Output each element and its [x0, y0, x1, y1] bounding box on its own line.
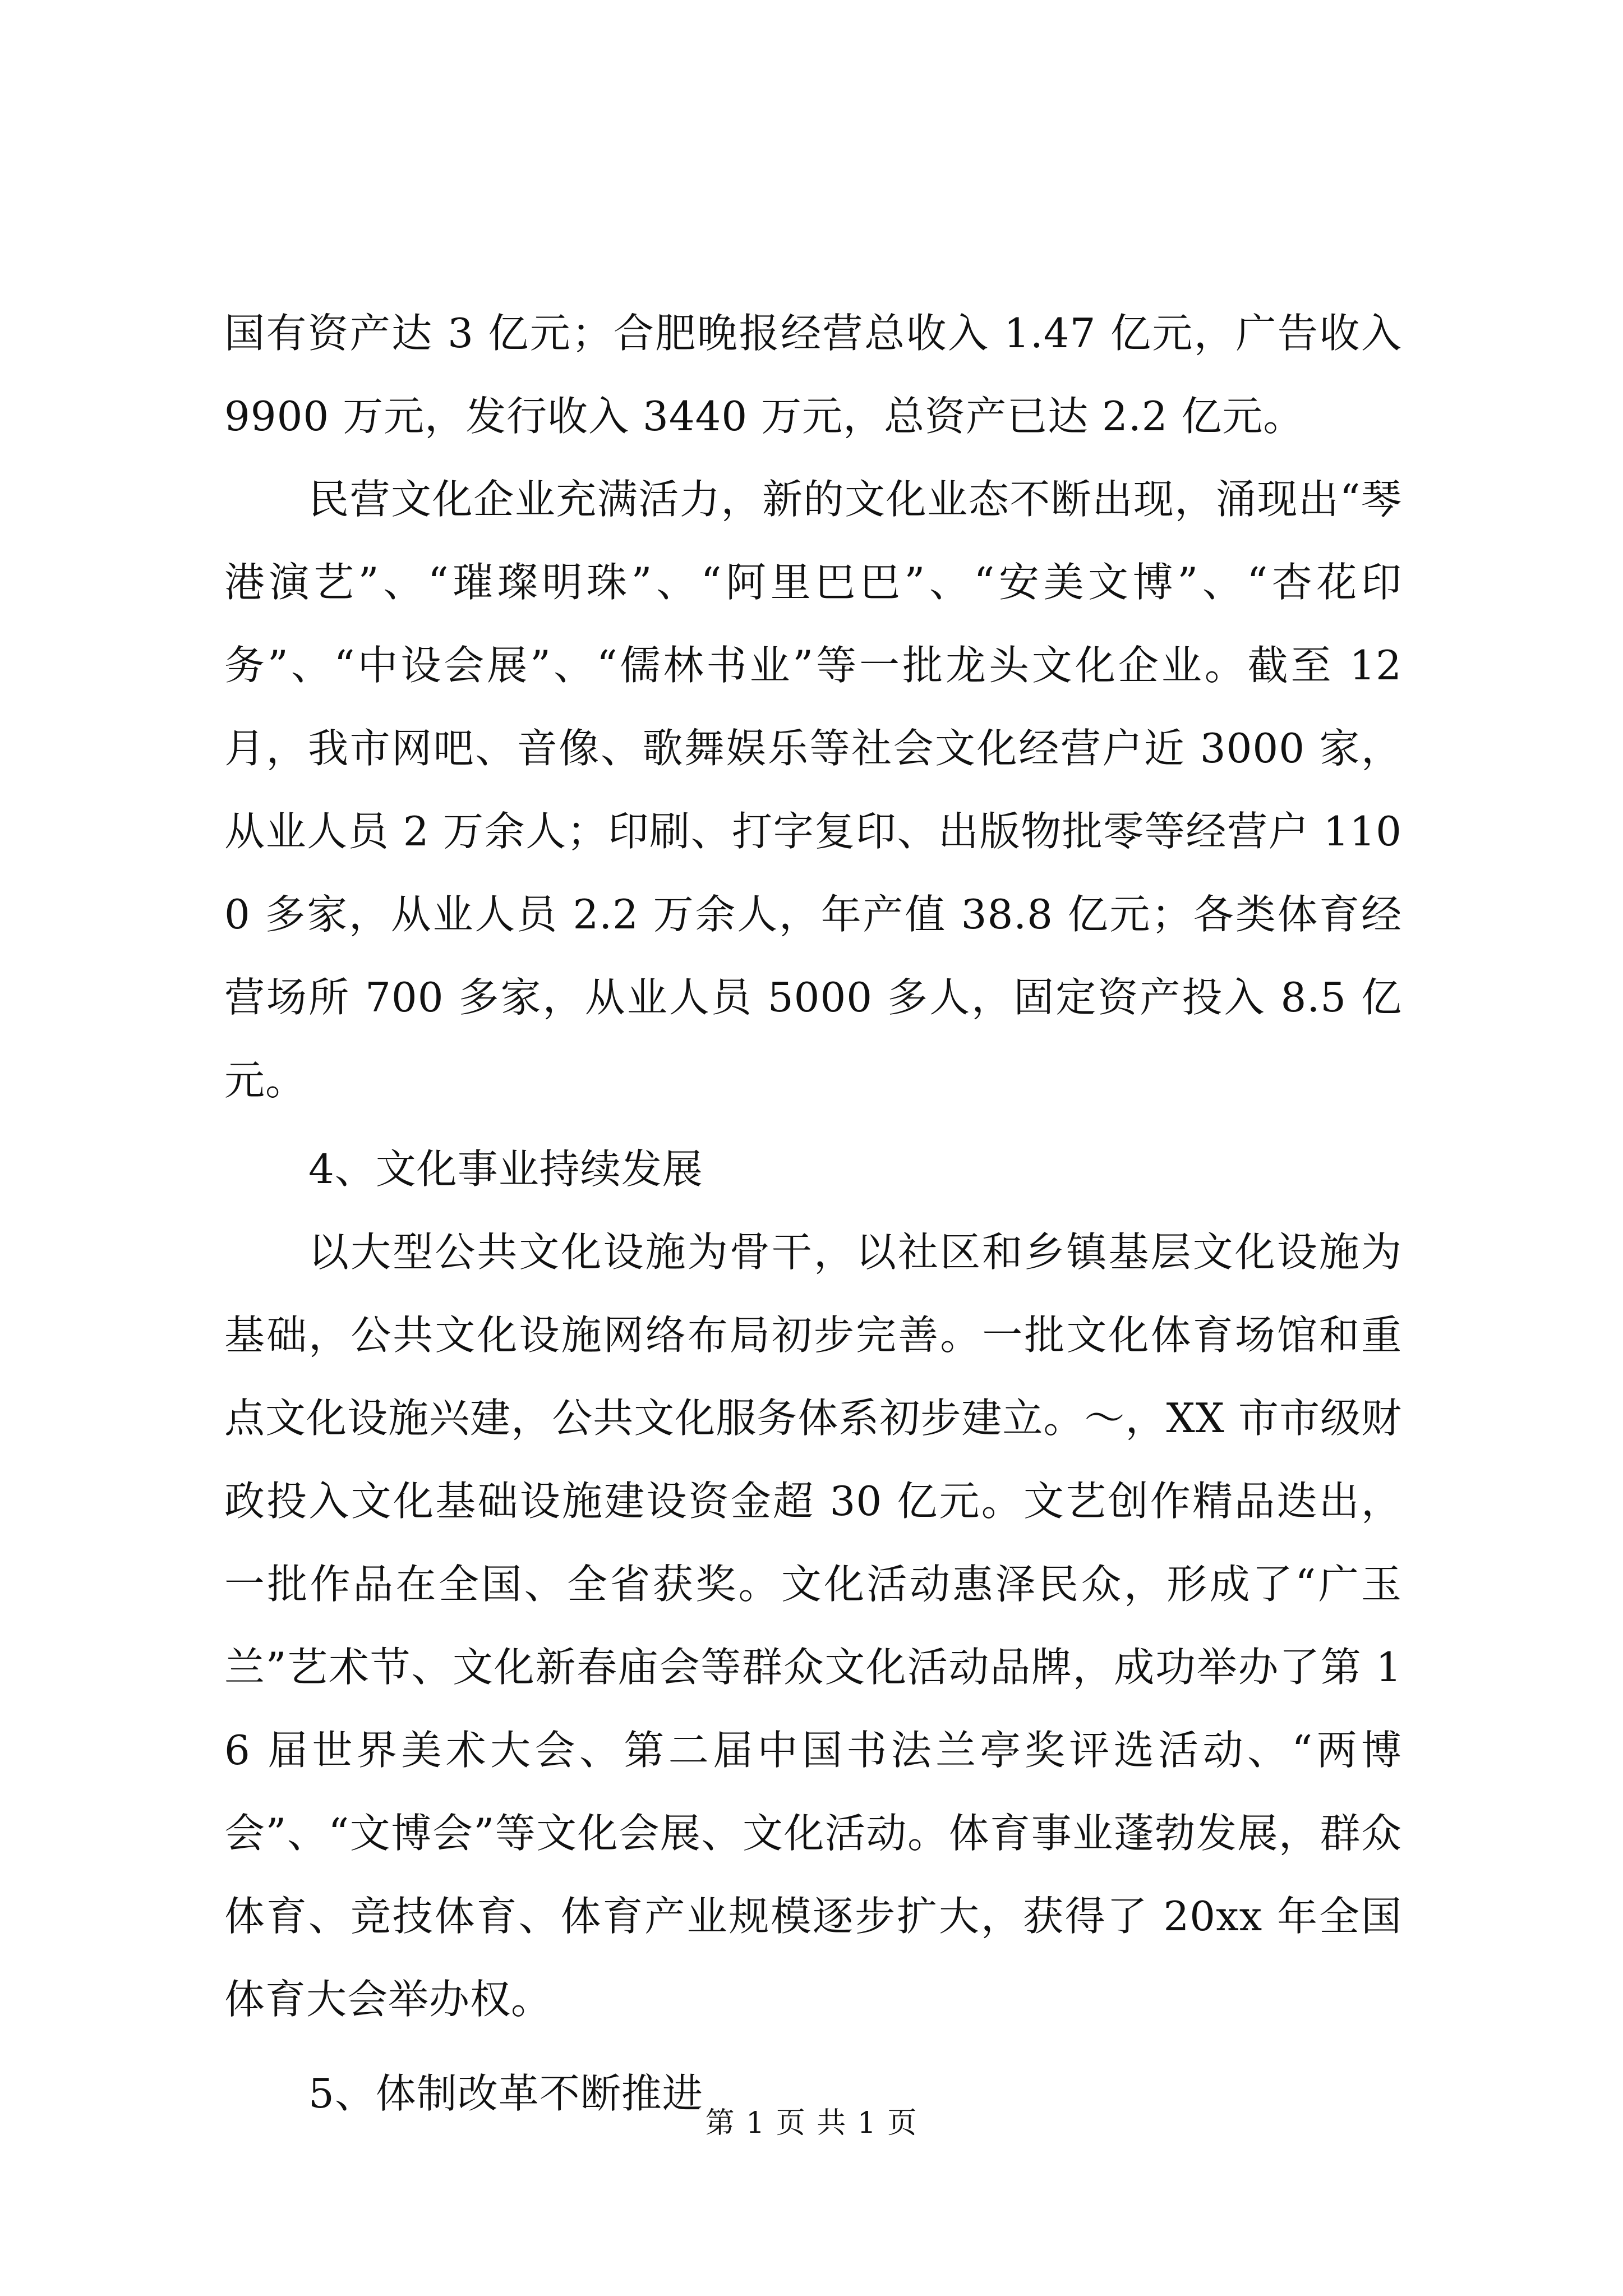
paragraph-private-culture-enterprises: 民营文化企业充满活力，新的文化业态不断出现，涌现出“琴港演艺”、“璀璨明珠”、“阿里巴巴”、“安美文博”、“杏花印务”、“中设会展”、“儒林书业”等一批龙头文化企业。截至 12 月，我市网吧、音像、歌舞娱乐等社会文化经营户近 3000 家，从业人员 2 万余人；印刷、打字复印、出版物批零等经营户 1100 多家，从业人员 2.2 万余人，年产值 38.8 亿元；各类体育经营场所 700 多家，从业人员 5000 多人，固定资产投入 8.5 亿元。 — [224, 476, 1402, 1104]
section-heading-4: 4、文化事业持续发展 — [308, 1145, 703, 1193]
document-body — [224, 292, 1402, 2135]
page-footer: 第 1 页 共 1 页 — [705, 2106, 918, 2140]
paragraph-public-culture-facilities: 以大型公共文化设施为骨干，以社区和乡镇基层文化设施为基础，公共文化设施网络布局初步完善。一批文化体育场馆和重点文化设施兴建，公共文化服务体系初步建立。～，XX 市市级财政投入文化基础设施建设资金超 30 亿元。文艺创作精品迭出，一批作品在全国、全省获奖。文化活动惠泽民众，形成了“广玉兰”艺术节、文化新春庙会等群众文化活动品牌，成功举办了第 16 届世界美术大会、第二届中国书法兰亭奖评选活动、“两博会”、“文博会”等文化会展、文化活动。体育事业蓬勃发展，群众体育、竞技体育、体育产业规模逐步扩大，获得了 20xx 年全国体育大会举办权。 — [224, 1228, 1402, 2023]
section-heading-5: 5、体制改革不断推进 — [308, 2070, 703, 2117]
paragraph-assets-summary: 国有资产达 3 亿元；合肥晚报经营总收入 1.47 亿元，广告收入 9900 万元，发行收入 3440 万元，总资产已达 2.2 亿元。 — [224, 310, 1402, 440]
